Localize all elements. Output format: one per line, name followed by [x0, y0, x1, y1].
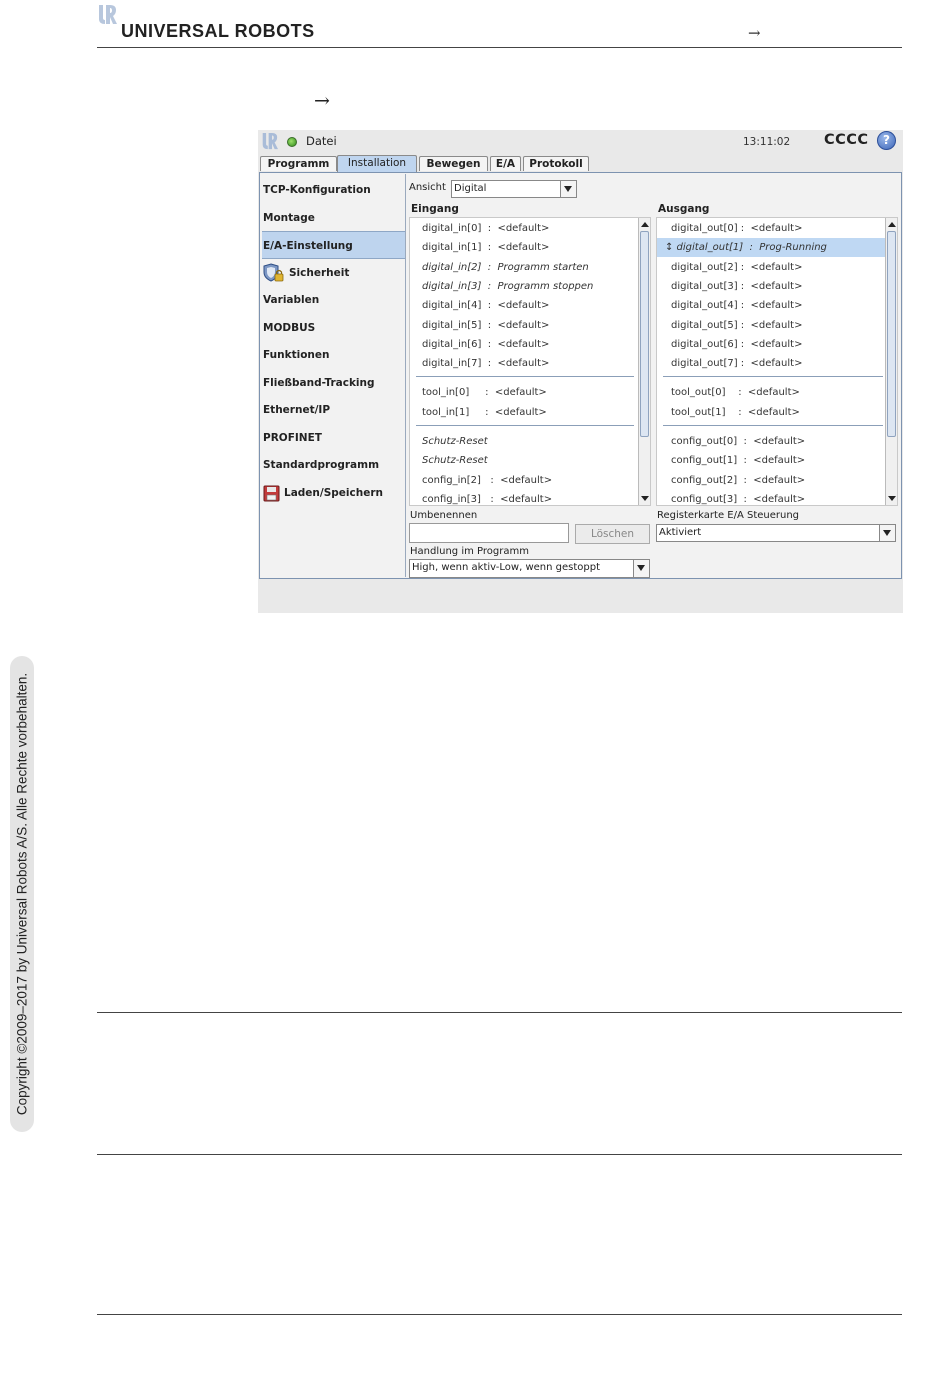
header-rule [97, 47, 902, 48]
input-scrollbar[interactable] [638, 218, 651, 505]
tab-control-value: Aktiviert [659, 527, 702, 538]
shield-lock-icon [263, 263, 285, 283]
list-item[interactable]: digital_out[6] : <default> [671, 339, 803, 350]
scroll-down-icon[interactable] [640, 494, 650, 504]
brand-name: UNIVERSAL ROBOTS [121, 21, 315, 41]
chevron-down-icon [879, 525, 895, 541]
list-item[interactable]: digital_in[1] : <default> [422, 242, 550, 253]
list-item[interactable]: tool_in[1] : <default> [422, 407, 547, 418]
chevron-down-icon [633, 560, 649, 577]
list-item[interactable]: digital_in[0] : <default> [422, 223, 550, 234]
list-item-selected[interactable]: ↕ digital_out[1] : Prog-Running [657, 238, 885, 257]
sidebar-item-variablen[interactable]: Variablen [263, 294, 320, 306]
top-bar [258, 130, 903, 154]
copyright-text: Copyright ©2009–2017 by Universal Robots A/S. Alle Rechte vorbehalten. [14, 672, 30, 1116]
sidebar-item-tcp[interactable]: TCP-Konfiguration [263, 184, 371, 196]
tab-ea[interactable]: E/A [490, 156, 521, 171]
rename-label: Umbenennen [410, 510, 478, 521]
list-item[interactable]: digital_in[5] : <default> [422, 320, 550, 331]
polyscope-screenshot [258, 130, 903, 613]
divider-rule [97, 1154, 902, 1155]
output-scrollbar[interactable] [885, 218, 898, 505]
scroll-up-icon[interactable] [640, 219, 650, 229]
save-disk-icon [263, 485, 280, 502]
sidebar-item-profinet[interactable]: PROFINET [263, 432, 322, 444]
copyright-tab [10, 656, 34, 1132]
sidebar-item-default-program[interactable]: Standardprogramm [263, 459, 380, 471]
sidebar-item-safety[interactable] [262, 259, 405, 287]
list-item[interactable]: digital_in[3] : Programm stoppen [422, 281, 594, 292]
input-list[interactable] [409, 217, 651, 506]
header-arrow: → [748, 24, 761, 42]
action-label: Handlung im Programm [410, 546, 529, 557]
output-list[interactable] [656, 217, 898, 506]
action-select[interactable] [409, 559, 650, 578]
action-select-value: High, wenn aktiv-Low, wenn gestoppt [412, 562, 601, 573]
sidebar-item-io-setup[interactable] [262, 231, 405, 259]
robot-status-icon[interactable] [287, 137, 297, 147]
output-header: Ausgang [658, 203, 710, 215]
sidebar-item-modbus[interactable]: MODBUS [263, 322, 316, 334]
delete-button[interactable]: Löschen [575, 524, 650, 544]
view-label: Ansicht [409, 182, 446, 193]
tab-bewegen[interactable]: Bewegen [419, 156, 488, 171]
ur-logo-icon [261, 132, 278, 151]
list-item[interactable]: config_in[3] : <default> [422, 494, 553, 505]
list-item[interactable]: Schutz-Reset [422, 436, 488, 447]
clock: 13:11:02 [743, 136, 791, 148]
list-item[interactable]: digital_out[3] : <default> [671, 281, 803, 292]
installation-sidebar [261, 174, 406, 577]
divider-rule [97, 1314, 902, 1315]
scroll-thumb[interactable] [887, 231, 896, 437]
input-header: Eingang [411, 203, 459, 215]
installation-panel [259, 172, 902, 579]
list-divider [663, 376, 883, 377]
list-item[interactable]: config_out[3] : <default> [671, 494, 806, 505]
list-item[interactable]: tool_out[0] : <default> [671, 387, 800, 398]
sidebar-item-load-save[interactable] [262, 479, 405, 507]
sidebar-item-funktionen[interactable]: Funktionen [263, 349, 330, 361]
list-item[interactable]: config_out[1] : <default> [671, 455, 806, 466]
rename-input[interactable] [409, 523, 569, 543]
help-icon[interactable]: ? [877, 131, 896, 150]
body-arrow: → [314, 90, 330, 112]
tab-installation[interactable]: Installation [337, 155, 417, 172]
list-item[interactable]: digital_out[2] : <default> [671, 262, 803, 273]
list-item[interactable]: digital_out[7] : <default> [671, 358, 803, 369]
scroll-down-icon[interactable] [887, 494, 897, 504]
universal-robots-logo-icon [97, 4, 117, 26]
file-menu[interactable]: Datei [306, 134, 337, 148]
tab-programm[interactable]: Programm [260, 156, 337, 171]
list-item[interactable]: digital_out[0] : <default> [671, 223, 803, 234]
scroll-up-icon[interactable] [887, 219, 897, 229]
list-item[interactable]: digital_out[4] : <default> [671, 300, 803, 311]
tab-control-select[interactable] [656, 524, 896, 542]
list-item[interactable]: digital_in[6] : <default> [422, 339, 550, 350]
chevron-down-icon [560, 181, 576, 197]
list-item[interactable]: digital_in[2] : Programm starten [422, 262, 589, 273]
sidebar-item-montage[interactable]: Montage [263, 212, 315, 224]
scroll-thumb[interactable] [640, 231, 649, 437]
list-item[interactable]: digital_in[4] : <default> [422, 300, 550, 311]
list-item[interactable]: config_out[0] : <default> [671, 436, 806, 447]
tab-protokoll[interactable]: Protokoll [523, 156, 589, 171]
sidebar-item-label: Laden/Speichern [284, 487, 383, 499]
sidebar-item-label: E/A-Einstellung [263, 240, 353, 252]
list-divider [416, 425, 634, 426]
robot-name: CCCC [824, 132, 869, 148]
tab-control-label: Registerkarte E/A Steuerung [657, 510, 800, 521]
sidebar-item-conveyor[interactable]: Fließband-Tracking [263, 377, 375, 389]
list-item[interactable]: Schutz-Reset [422, 455, 488, 466]
view-select[interactable] [451, 180, 577, 198]
view-select-value: Digital [454, 183, 487, 194]
list-item[interactable]: config_out[2] : <default> [671, 475, 806, 486]
sidebar-item-ethernet-ip[interactable]: Ethernet/IP [263, 404, 331, 416]
sidebar-item-label: Sicherheit [289, 267, 350, 279]
list-item[interactable]: tool_out[1] : <default> [671, 407, 800, 418]
divider-rule [97, 1012, 902, 1013]
list-item[interactable]: digital_out[5] : <default> [671, 320, 803, 331]
list-divider [416, 376, 634, 377]
list-divider [663, 425, 883, 426]
list-item[interactable]: tool_in[0] : <default> [422, 387, 547, 398]
list-item[interactable]: digital_in[7] : <default> [422, 358, 550, 369]
list-item[interactable]: config_in[2] : <default> [422, 475, 553, 486]
